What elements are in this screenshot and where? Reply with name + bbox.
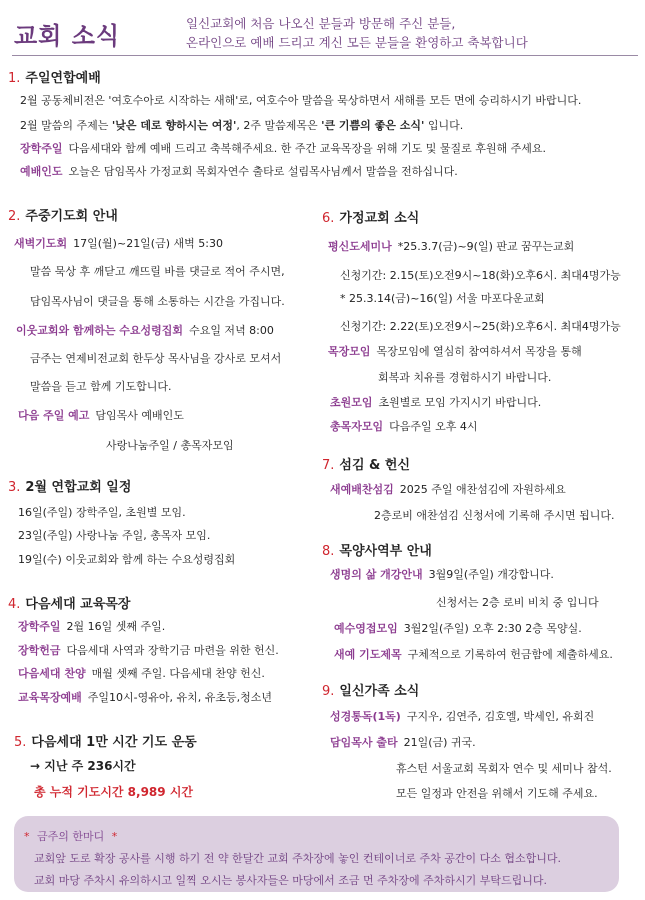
s1-line3 — [20, 140, 546, 156]
s6-line1-label: 평신도세미나 — [328, 240, 392, 253]
s6-line6: 회복과 치유를 경험하시기 바랍니다. — [378, 371, 552, 384]
s2-line1 — [14, 235, 223, 251]
s9-line2 — [330, 734, 476, 750]
s1-line4 — [20, 163, 458, 179]
page-title: 교회 소식 — [14, 22, 121, 50]
s1-line3-text: 다음세대와 함께 예배 드리고 축복해주세요. 한 주간 교육목장을 위해 기도 및 물질로 후원해 주세요. — [68, 142, 547, 155]
s4-line2 — [18, 642, 279, 658]
section-6-title — [322, 207, 419, 226]
notice-title-text: 금주의 한마디 — [37, 830, 105, 843]
s4-line4 — [18, 689, 272, 705]
s2-line6: 말씀을 듣고 함께 기도합니다. — [30, 380, 172, 393]
s3-line3: 19일(수) 이웃교회와 함께 하는 수요성령집회 — [18, 553, 236, 566]
section-number: 3. — [8, 480, 21, 495]
s4-line4-label: 교육목장예배 — [18, 691, 82, 704]
header-divider — [12, 55, 638, 56]
section-title-text: 가정교회 소식 — [339, 211, 420, 226]
s8-line1-text: 3월9일(주일) 개강합니다. — [428, 568, 554, 581]
s9-line1-label: 성경통독(1독) — [330, 710, 401, 723]
s1-line3-label: 장학주일 — [20, 142, 63, 155]
s4-line3-label: 다음세대 찬양 — [18, 667, 86, 680]
s5-total-hours: 총 누적 기도시간 8,989 시간 — [34, 785, 193, 799]
section-4-title — [8, 593, 130, 612]
s2-line7-text: 담임목사 예배인도 — [95, 409, 184, 422]
s6-line7-label: 초원모임 — [330, 396, 373, 409]
s2-line1-label: 새벽기도회 — [14, 237, 68, 250]
s2-line2: 말씀 묵상 후 깨닫고 깨뜨릴 바를 댓글로 적어 주시면, — [30, 265, 285, 278]
s2-line4-label: 이웃교회와 함께하는 수요성령집회 — [16, 324, 184, 337]
s2-line5: 금주는 연제비전교회 한두상 목사님을 강사로 모셔서 — [30, 352, 282, 365]
s6-line4: 신청기간: 2.22(토)오전9시~25(화)오후6시. 최대4명가능 — [340, 320, 621, 333]
s2-line4-text: 수요일 저녁 8:00 — [189, 324, 274, 337]
s5-last-week-hours: → 지난 주 236시간 — [30, 759, 136, 773]
s8-line4-label: 새예 기도제목 — [334, 648, 402, 661]
s1-sermon-title: '큰 기쁨의 좋은 소식' — [321, 119, 425, 132]
notice-line2: 교회 마당 주차시 유의하시고 일찍 오시는 봉사자들은 마당에서 조금 먼 주차장에 주차하시기 부탁드립니다. — [34, 874, 547, 887]
section-number: 1. — [8, 71, 21, 86]
s6-line5-label: 목장모임 — [328, 345, 371, 358]
s8-line1 — [330, 566, 554, 582]
s4-line4-text: 주일10시-영유아, 유치, 유초등,청소년 — [87, 691, 272, 704]
s2-line8: 사랑나눔주일 / 총목자모임 — [106, 439, 234, 452]
s6-line7 — [330, 394, 541, 410]
notice-line1: 교회앞 도로 확장 공사를 시행 하기 전 약 한달간 교회 주차장에 놓인 컨테이너로 주차 공간이 다소 협소합니다. — [34, 852, 561, 865]
s8-line1-label: 생명의 삶 개강안내 — [330, 568, 423, 581]
s1-line2-post: 입니다. — [424, 119, 464, 132]
s6-line8 — [330, 418, 478, 434]
section-9-title — [322, 680, 419, 699]
s9-line1 — [330, 708, 594, 724]
section-number: 7. — [322, 458, 335, 473]
star-icon: * — [24, 830, 30, 843]
s6-line3: * 25.3.14(금)~16(일) 서울 마포다운교회 — [340, 292, 545, 305]
section-title-text: 주일연합예배 — [25, 71, 101, 86]
s3-line2: 23일(주일) 사랑나눔 주일, 총목자 모임. — [18, 529, 211, 542]
section-title-text: 일신가족 소식 — [339, 684, 420, 699]
s1-theme: '낮은 데로 향하시는 여정' — [111, 119, 237, 132]
s4-line3 — [18, 665, 265, 681]
s6-line1 — [328, 238, 574, 254]
s8-line2: 신청서는 2층 로비 비치 중 입니다 — [436, 596, 599, 609]
s9-line4: 모든 일정과 안전을 위해서 기도해 주세요. — [396, 787, 598, 800]
s6-line7-text: 초원별로 모임 가지시기 바랍니다. — [378, 396, 542, 409]
section-2-title — [8, 205, 118, 224]
s1-line4-label: 예배인도 — [20, 165, 63, 178]
s6-line5-text: 목장모임에 열심히 참여하셔서 목장을 통해 — [376, 345, 582, 358]
section-7-title — [322, 454, 410, 473]
s7-line1-label: 새예배찬섬김 — [330, 483, 394, 496]
s9-line3: 휴스턴 서울교회 목회자 연수 및 세미나 참석. — [396, 762, 612, 775]
s6-line8-label: 총목자모임 — [330, 420, 384, 433]
s1-line2-pre: 2월 말씀의 주제는 — [20, 119, 112, 132]
s4-line3-text: 매월 셋째 주일. 다음세대 찬양 헌신. — [91, 667, 265, 680]
section-number: 6. — [322, 211, 335, 226]
s8-line4 — [334, 646, 613, 662]
s2-line1-text: 17일(월)~21일(금) 새벽 5:30 — [73, 237, 223, 250]
s9-line1-text: 구지우, 김연주, 김호엘, 박세인, 유회진 — [406, 710, 595, 723]
section-number: 5. — [14, 735, 27, 750]
section-1-title — [8, 67, 101, 86]
welcome-message-line1: 일신교회에 처음 나오신 분들과 방문해 주신 분들, — [186, 16, 456, 31]
section-number: 9. — [322, 684, 335, 699]
section-title-text: 다음세대 교육목장 — [25, 597, 131, 612]
s4-line2-label: 장학헌금 — [18, 644, 61, 657]
s7-line2: 2층로비 애찬섬김 신청서에 기록해 주시면 됩니다. — [374, 509, 615, 522]
s2-line7 — [18, 407, 184, 423]
s4-line1 — [18, 618, 165, 634]
s7-line1 — [330, 481, 566, 497]
s1-line1: 2월 공동체비전은 '여호수아로 시작하는 새해'로, 여호수아 말씀을 묵상하면서 새해를 모든 면에 승리하시기 바랍니다. — [20, 94, 582, 107]
s9-line2-label: 담임목사 출타 — [330, 736, 398, 749]
section-number: 8. — [322, 544, 335, 559]
s2-line7-label: 다음 주일 예고 — [18, 409, 90, 422]
s8-line3-label: 예수영접모임 — [334, 622, 398, 635]
section-number: 2. — [8, 209, 21, 224]
s8-line4-text: 구체적으로 기록하여 헌금함에 제출하세요. — [407, 648, 613, 661]
section-3-title — [8, 476, 131, 495]
notice-title — [24, 828, 117, 844]
section-number: 4. — [8, 597, 21, 612]
s6-line5 — [328, 343, 582, 359]
s1-line2 — [20, 117, 463, 133]
section-title-text: 2월 연합교회 일정 — [25, 480, 132, 495]
s1-line2-mid: , 2주 말씀제목은 — [236, 119, 322, 132]
s8-line3-text: 3월2일(주일) 오후 2:30 2층 목양실. — [403, 622, 582, 635]
s6-line2: 신청기간: 2.15(토)오전9시~18(화)오후6시. 최대4명가능 — [340, 269, 621, 282]
section-title-text: 다음세대 1만 시간 기도 운동 — [31, 735, 197, 750]
s2-line4 — [16, 322, 274, 338]
section-title-text: 목양사역부 안내 — [339, 544, 432, 559]
s9-line2-text: 21일(금) 귀국. — [403, 736, 476, 749]
star-icon: * — [111, 830, 118, 843]
s8-line3 — [334, 620, 582, 636]
s6-line8-text: 다음주일 오후 4시 — [389, 420, 478, 433]
section-8-title — [322, 540, 432, 559]
s3-line1: 16일(주일) 장학주일, 초원별 모임. — [18, 506, 186, 519]
s4-line1-label: 장학주일 — [18, 620, 61, 633]
s2-line3: 담임목사님이 댓글을 통해 소통하는 시간을 가집니다. — [30, 295, 285, 308]
section-5-title — [14, 731, 197, 750]
s7-line1-text: 2025 주일 애찬섬김에 자원하세요 — [399, 483, 566, 496]
s4-line1-text: 2월 16일 셋째 주일. — [66, 620, 166, 633]
s1-line4-text: 오늘은 담임목사 가정교회 목회자연수 출타로 설림목사님께서 말씀을 전하십니다. — [68, 165, 458, 178]
welcome-message-line2: 온라인으로 예배 드리고 계신 모든 분들을 환영하고 축복합니다 — [186, 35, 528, 50]
section-title-text: 주중기도회 안내 — [25, 209, 118, 224]
s4-line2-text: 다음세대 사역과 장학기금 마련을 위한 헌신. — [66, 644, 279, 657]
section-title-text: 섬김 & 헌신 — [339, 458, 411, 473]
s6-line1-text: *25.3.7(금)~9(일) 판교 꿈꾸는교회 — [397, 240, 575, 253]
